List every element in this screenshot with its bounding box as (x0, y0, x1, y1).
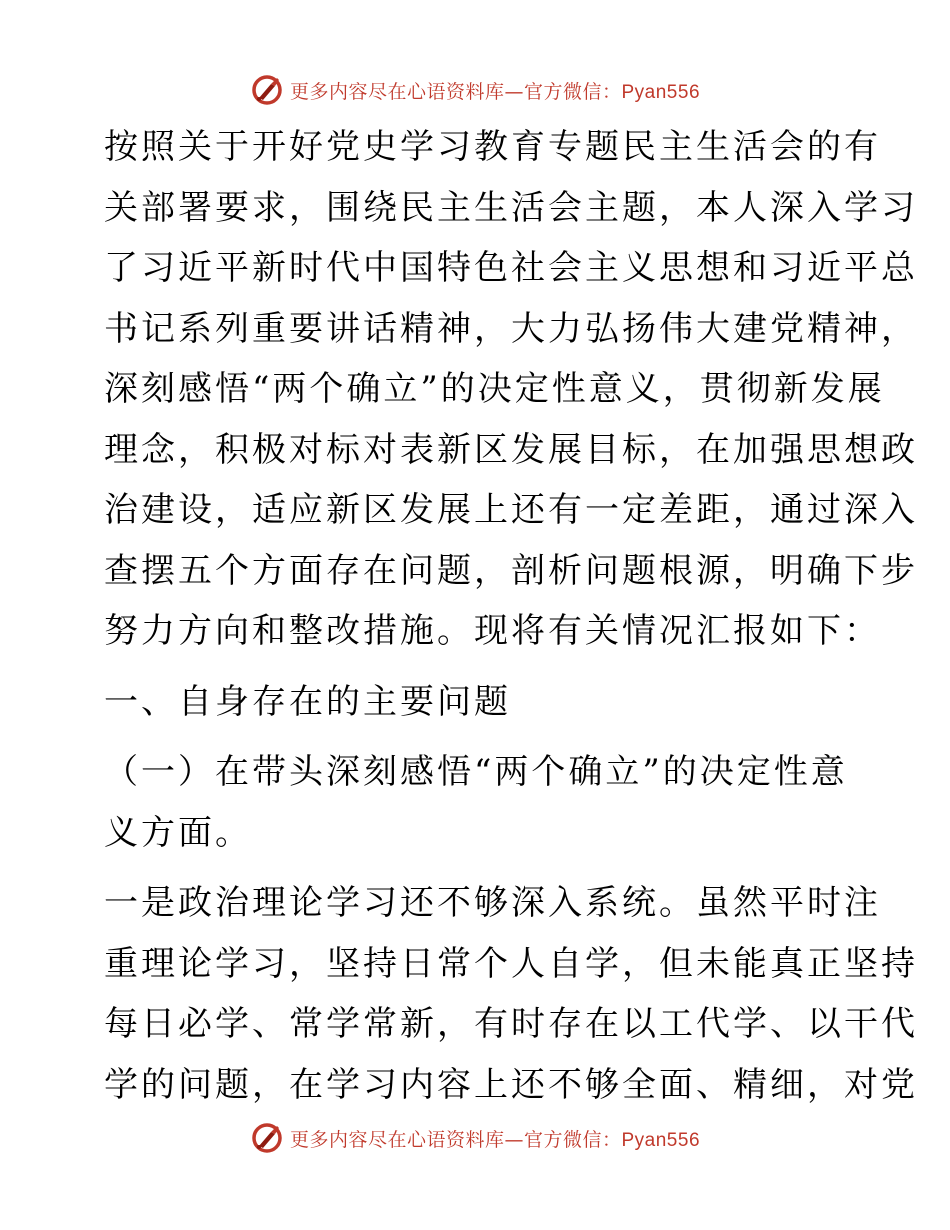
footer-banner-cn: 更多内容尽在心语资料库—官方微信： (289, 1128, 622, 1151)
point-1-line: 每日必学、常学常新，有时存在以工代学、以干代 (104, 1004, 918, 1044)
heading-2-line: 义方面。 (104, 812, 252, 853)
intro-line: 治建设，适应新区发展上还有一定差距，通过深入 (104, 490, 918, 530)
intro-line: 深刻感悟“两个确立”的决定性意义，贯彻新发展 (104, 369, 885, 409)
intro-line: 了习近平新时代中国特色社会主义思想和习近平总 (104, 248, 918, 288)
heading-2-line: （一）在带头深刻感悟“两个确立”的决定性意 (104, 752, 848, 792)
intro-line: 理念，积极对标对表新区发展目标，在加强思想政 (104, 429, 918, 470)
document-body (96, 117, 918, 1115)
header-banner-wechat-id: Pyan556 (621, 81, 701, 103)
pen-nib-circle-logo-icon (250, 73, 284, 107)
section-heading-2 (96, 742, 856, 863)
intro-line: 书记系列重要讲话精神，大力弘扬伟大建党精神， (104, 308, 918, 349)
intro-line: 查摆五个方面存在问题，剖析问题根源，明确下步 (104, 550, 918, 591)
footer-banner (0, 1118, 950, 1158)
footer-banner-text (290, 1125, 700, 1152)
section-heading-1 (96, 672, 856, 733)
heading-1-text: 一、自身存在的主要问题 (104, 681, 511, 722)
intro-line: 按照关于开好党史学习教育专题民主生活会的有 (104, 127, 881, 167)
intro-line: 努力方向和整改措施。现将有关情况汇报如下： (104, 611, 881, 651)
intro-paragraph (96, 117, 918, 662)
point-1-paragraph (96, 873, 918, 1115)
intro-line: 关部署要求，围绕民主生活会主题，本人深入学习 (104, 187, 918, 228)
point-1-line: 重理论学习，坚持日常个人自学，但未能真正坚持 (104, 943, 918, 984)
point-1-line: 一是政治理论学习还不够深入系统。虽然平时注 (104, 883, 881, 923)
point-1-line: 学的问题，在学习内容上还不够全面、精细，对党 (104, 1064, 918, 1105)
header-banner (0, 70, 950, 110)
header-banner-text (290, 77, 700, 104)
footer-banner-wechat-id: Pyan556 (621, 1129, 701, 1151)
header-banner-cn: 更多内容尽在心语资料库—官方微信： (289, 80, 622, 103)
pen-nib-circle-logo-icon (250, 1121, 284, 1155)
